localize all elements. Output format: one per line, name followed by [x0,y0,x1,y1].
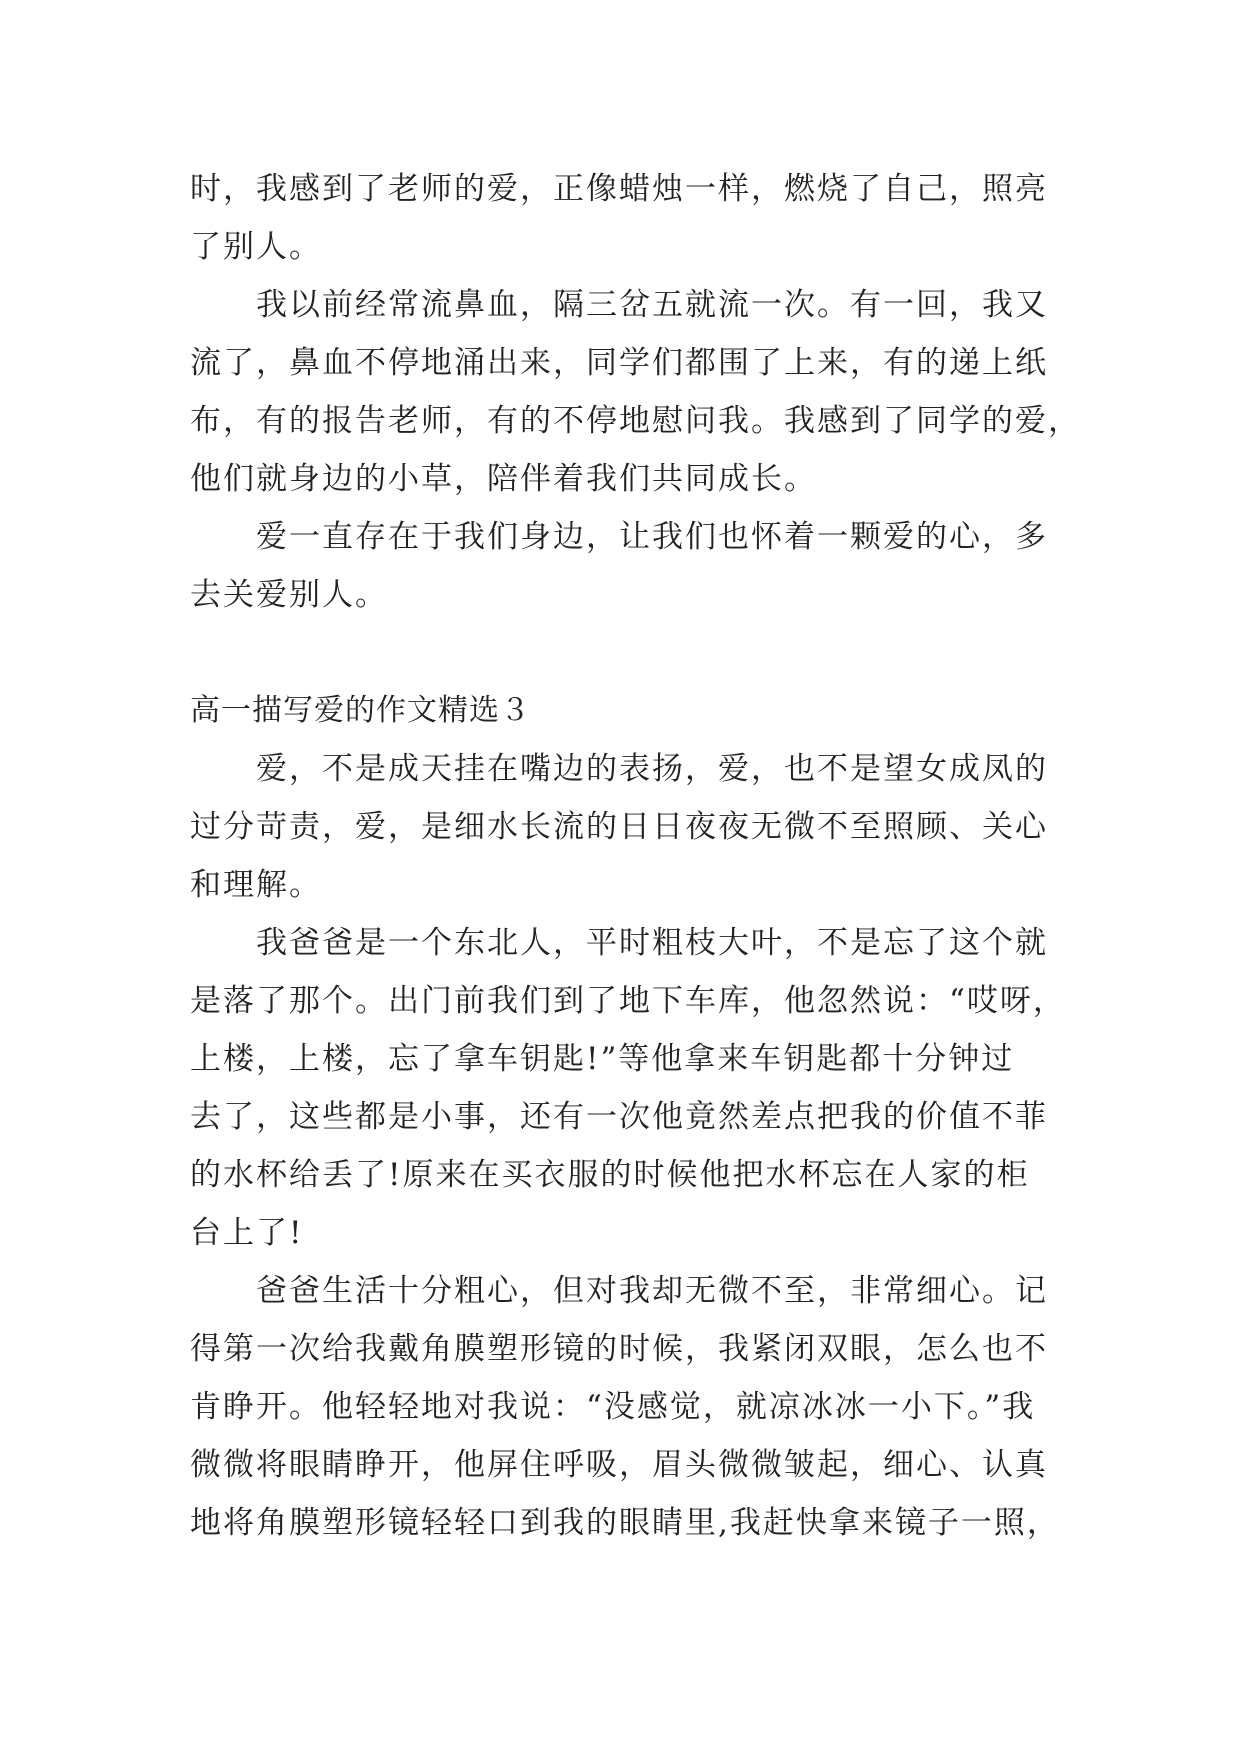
text-line: 爱，不是成天挂在嘴边的表扬，爱，也不是望女成凤的 [256,751,1048,787]
paragraph-spacer [190,624,1060,682]
text-line: 地将角膜塑形镜轻轻口到我的眼睛里,我赶快拿来镜子一照， [190,1505,1060,1541]
text-line: 我爸爸是一个东北人，平时粗枝大叶，不是忘了这个就 [256,925,1048,961]
paragraph [190,508,1060,624]
text-line: 得第一次给我戴角膜塑形镜的时候，我紧闭双眼，怎么也不 [190,1331,1048,1367]
paragraph [190,1262,1060,1552]
text-line: 去了，这些都是小事，还有一次他竟然差点把我的价值不菲 [190,1099,1048,1135]
text-line: 去关爱别人。 [190,577,388,613]
text-line: 的水杯给丢了!原来在买衣服的时候他把水杯忘在人家的柜 [190,1157,1030,1193]
text-line: 我以前经常流鼻血，隔三岔五就流一次。有一回，我又 [256,287,1048,323]
text-line: 爸爸生活十分粗心，但对我却无微不至，非常细心。记 [256,1273,1048,1309]
paragraph [190,740,1060,914]
text-line: 流了，鼻血不停地涌出来，同学们都围了上来，有的递上纸 [190,345,1048,381]
section-heading-block [190,682,1060,740]
text-line: 了别人。 [190,229,322,265]
section-heading: 高一描写爱的作文精选３ [190,693,531,728]
text-line: 微微将眼睛睁开，他屏住呼吸，眉头微微皱起，细心、认真 [190,1447,1048,1483]
paragraph [190,160,1060,276]
text-line: 和理解。 [190,867,322,903]
paragraph [190,276,1081,508]
text-line: 他们就身边的小草，陪伴着我们共同成长。 [190,461,817,497]
text-line: 上楼，上楼，忘了拿车钥匙!”等他拿来车钥匙都十分钟过 [190,1041,1015,1077]
text-line: 肯睁开。他轻轻地对我说：“没感觉，就凉冰冰一小下。”我 [190,1389,1036,1425]
text-line: 过分苛责，爱，是细水长流的日日夜夜无微不至照顾、关心 [190,809,1048,845]
text-line: 是落了那个。出门前我们到了地下车库，他忽然说：“哎呀， [190,983,1066,1019]
text-line: 时，我感到了老师的爱，正像蜡烛一样，燃烧了自己，照亮 [190,171,1048,207]
text-line: 爱一直存在于我们身边，让我们也怀着一颗爱的心，多 [256,519,1048,555]
text-line: 布，有的报告老师，有的不停地慰问我。我感到了同学的爱， [190,403,1081,439]
paragraph [190,914,1066,1262]
text-line: 台上了! [190,1215,304,1251]
essay-body [190,160,1081,1552]
